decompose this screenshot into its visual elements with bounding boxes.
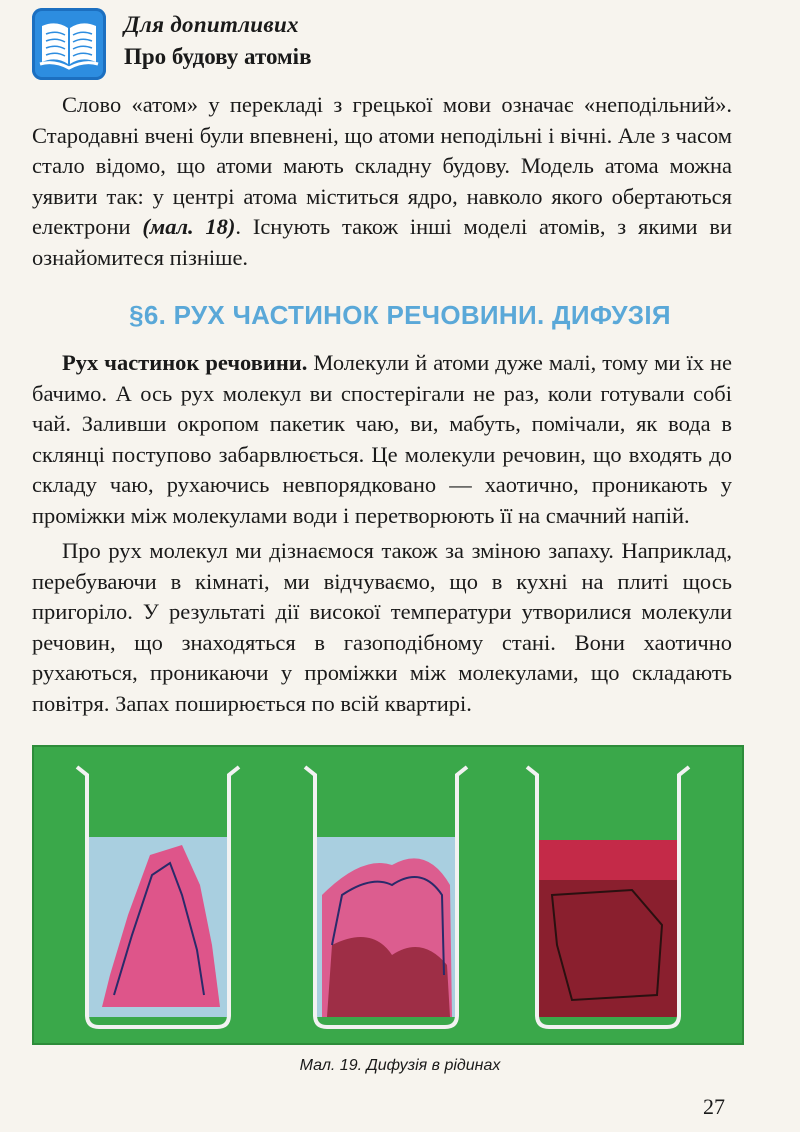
aside-text-after: . Існують також інші моделі атомів, з якими ви ознайомитеся пізніше.	[32, 214, 733, 270]
lead-heading: Рух частинок речовини.	[62, 350, 308, 375]
page-number: 27	[703, 1094, 725, 1119]
body-paragraph-1	[32, 348, 732, 531]
body-paragraph-2: Про рух молекул ми дізнаємося також за зміною запаху. Наприклад, перебуваючи в кімнаті, ми відчуваємо, що в кухні на плиті щось пригоріло. У результаті дії високої температури утворилися молекули речовин, що знаходяться в газоподібному стані. Вони хаотично рухаються, проникаючи у проміжки між молекулами, що складають повітря. Запах поширюється по всій квартирі.	[32, 538, 732, 716]
beakers-illustration	[32, 745, 744, 1045]
beaker-late	[527, 767, 689, 1027]
paragraph-1-text: Молекули й атоми дуже малі, тому ми їх не бачимо. А ось рух молекул ви спостерігали не раз, коли готували собі чай. Заливши окропом пакетик чаю, ви, мабуть, помічали, як вода в склянці поступово забарвлюється. Це молекули речовин, що входять до складу чаю, рухаючись невпорядковано — хаотично, проникають у проміжки між молекулами води і перетворюють її на смачний напій.	[32, 350, 732, 528]
aside-header	[0, 0, 800, 90]
aside-paragraph	[32, 90, 732, 273]
beaker-early	[77, 767, 239, 1027]
section-title: §6. РУХ ЧАСТИНОК РЕЧОВИНИ. ДИФУЗІЯ	[129, 300, 671, 330]
aside-kicker: Для допитливих	[124, 12, 299, 37]
diffusion-figure	[32, 745, 744, 1045]
aside-text-before: Слово «атом» у перекладі з грецької мови означає «неподільний». Стародавні вчені були впевнені, що атоми неподільні і вічні. Але з часом стало відомо, що атоми мають складну будову. Модель атома можна уявити так: у центрі атома міститься ядро, навколо якого обертаються електрони	[32, 92, 732, 239]
figure-reference: (мал. 18)	[142, 214, 236, 239]
open-book-icon	[32, 8, 106, 80]
beaker-middle	[305, 767, 467, 1027]
figure-caption: Мал. 19. Дифузія в рідинах	[299, 1057, 501, 1074]
aside-title: Про будову атомів	[124, 44, 312, 69]
